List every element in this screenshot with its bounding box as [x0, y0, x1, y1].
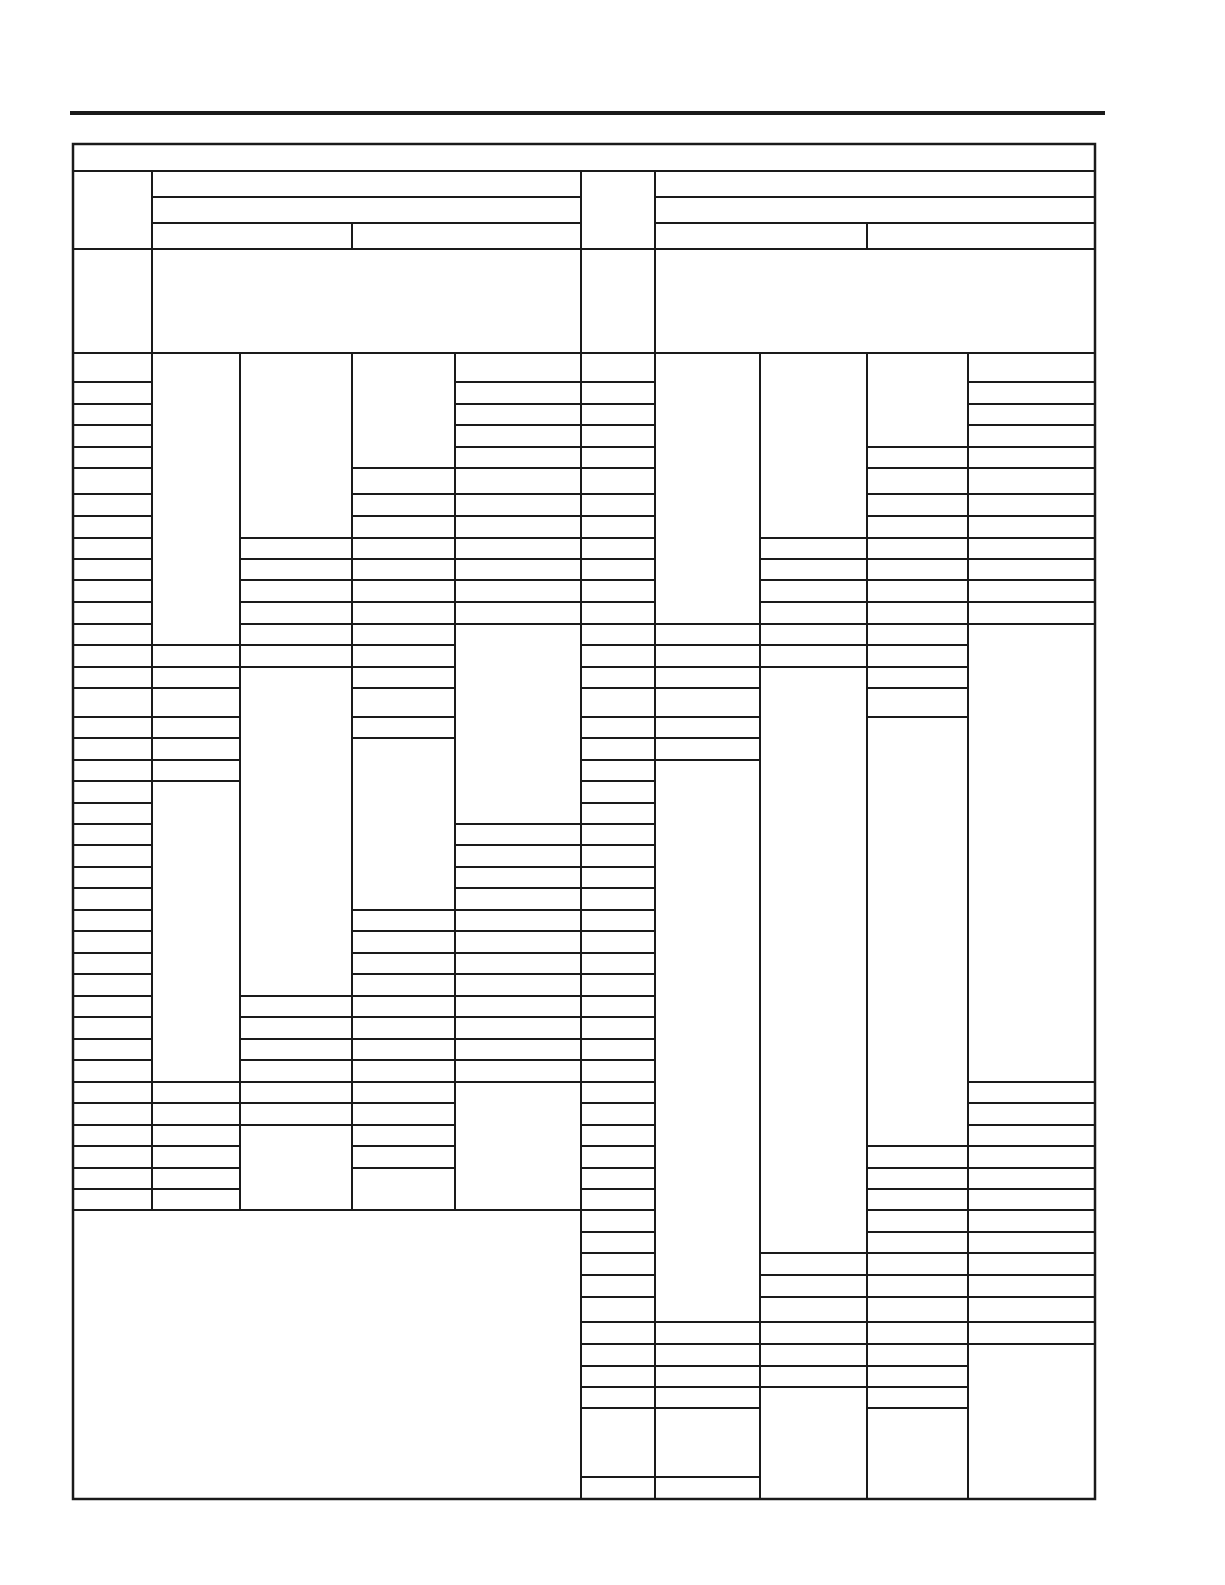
table-frame	[73, 144, 1095, 1499]
table-grid	[73, 171, 1095, 1499]
